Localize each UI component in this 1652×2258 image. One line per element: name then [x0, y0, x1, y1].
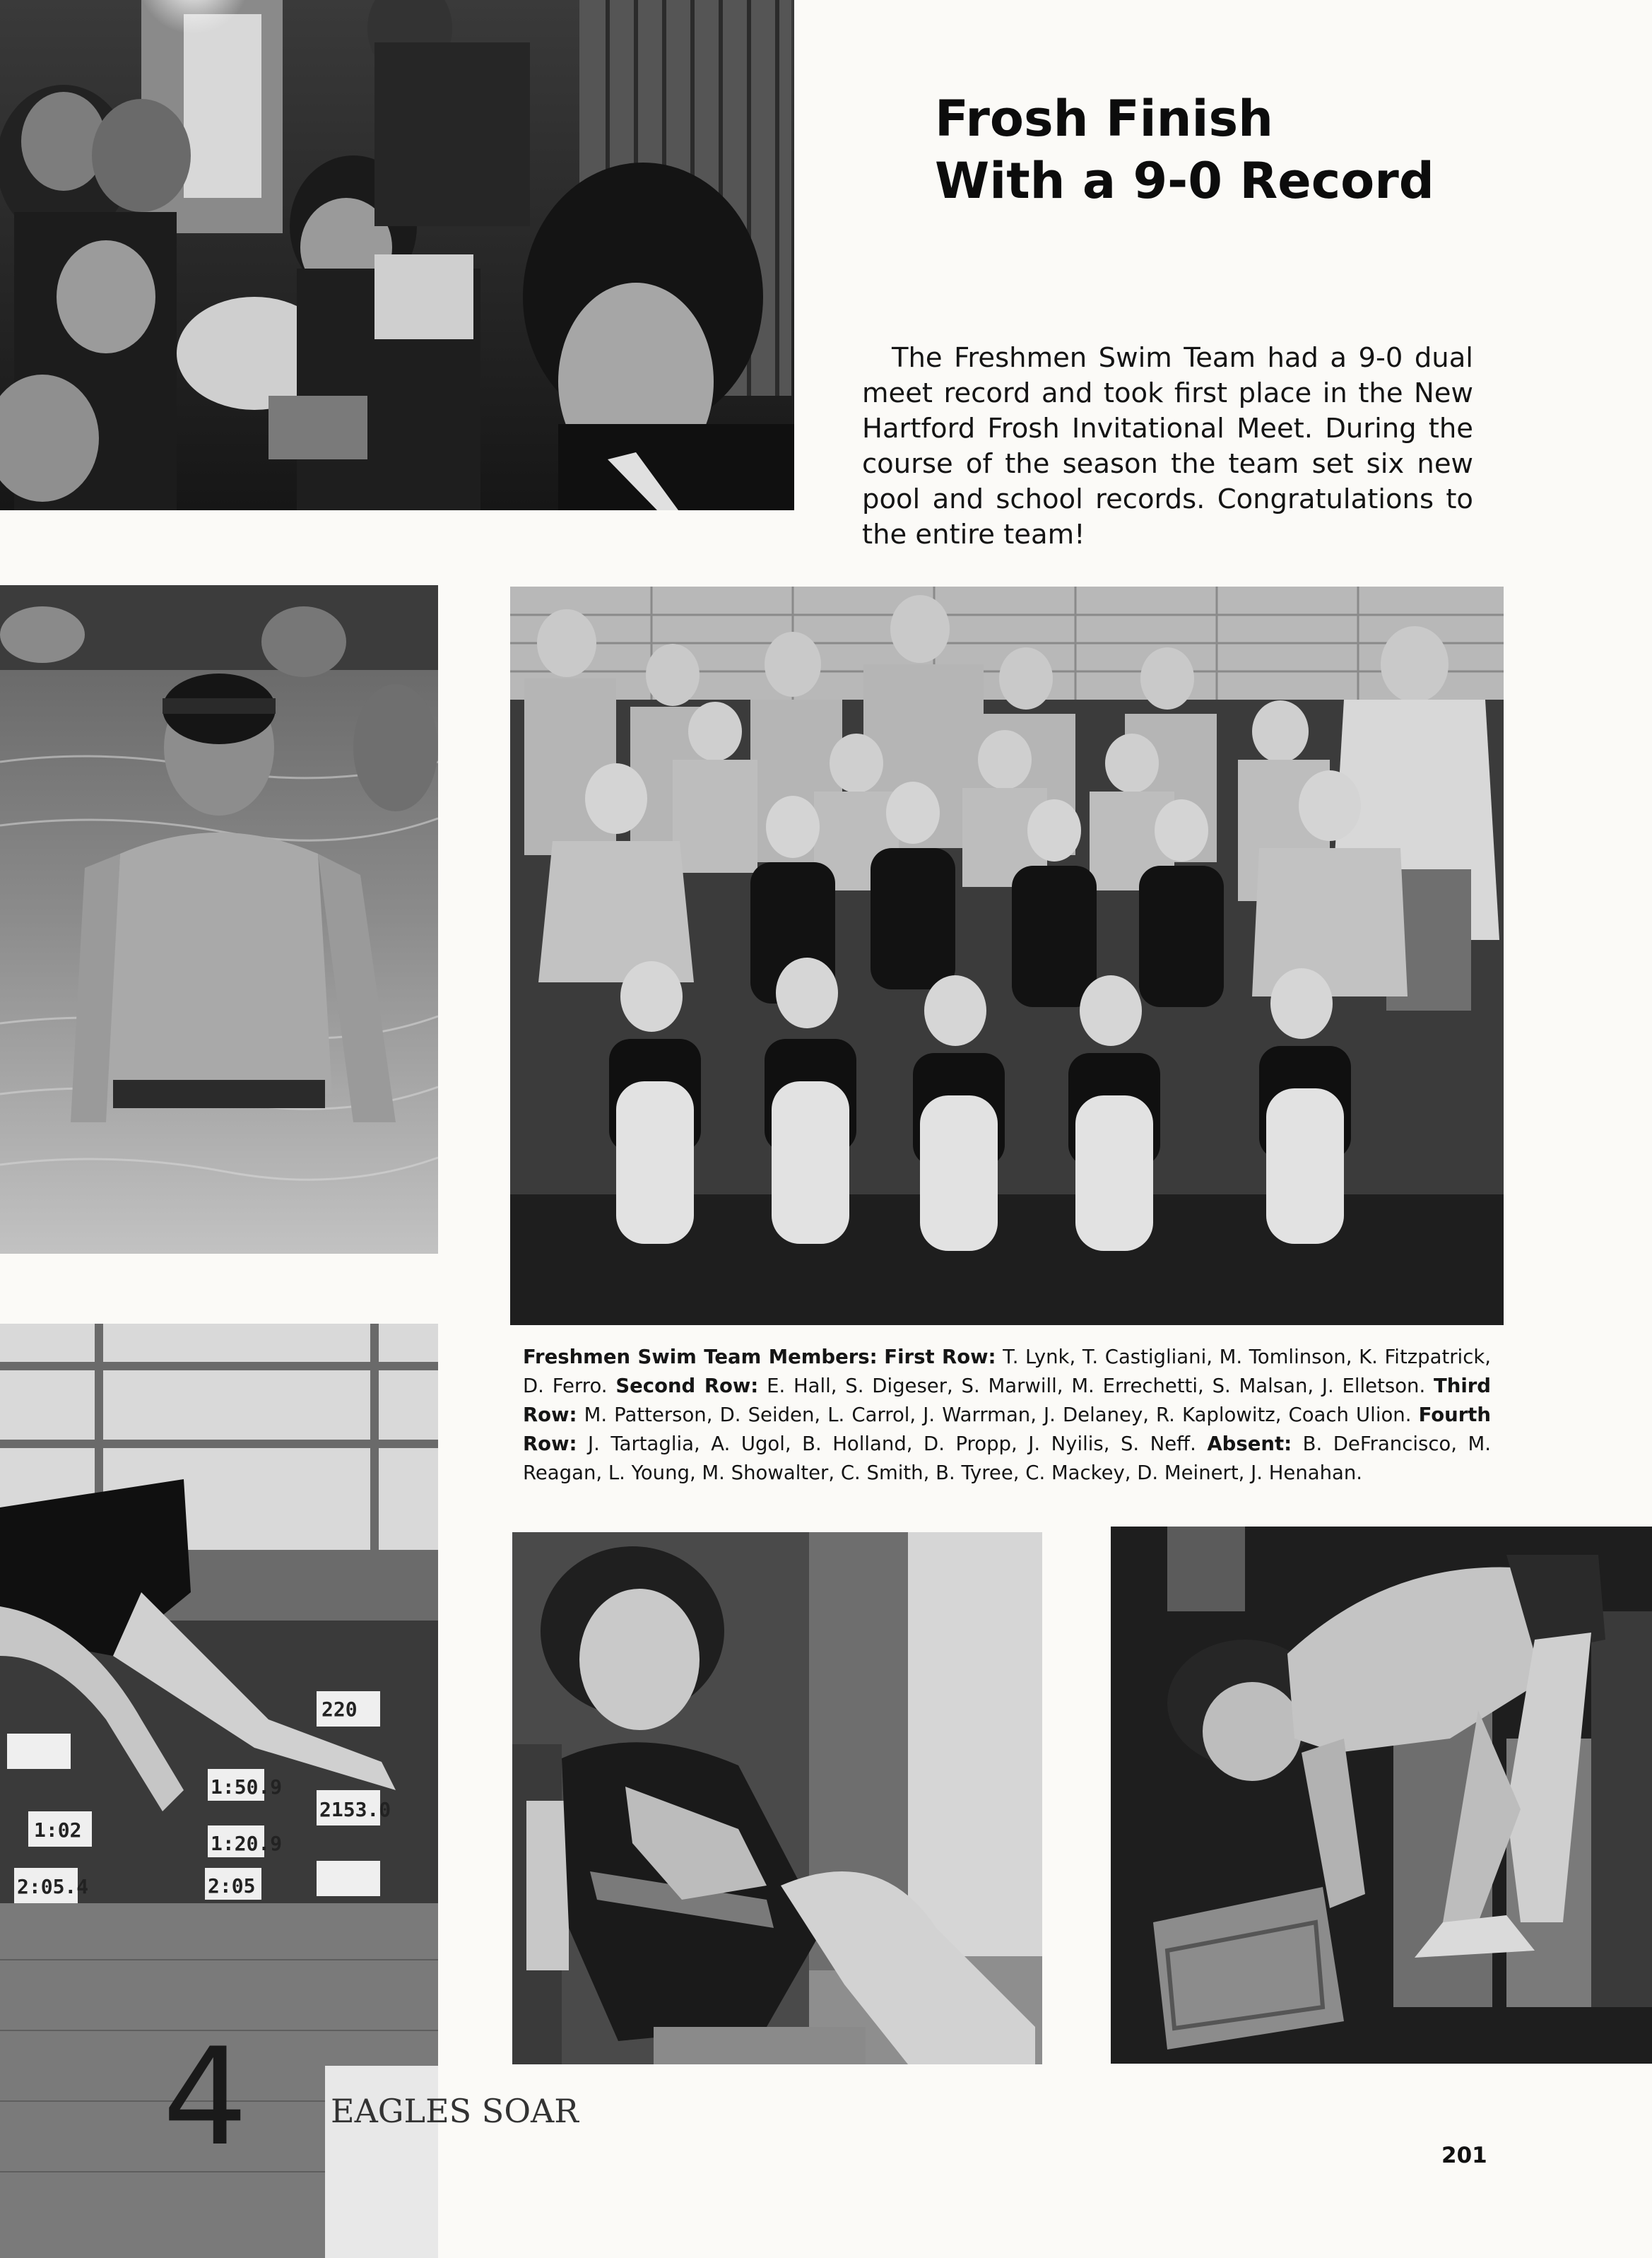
- caption-row-names: J. Tartaglia, A. Ugol, B. Holland, D. Propp, J. Nyilis, S. Neff.: [588, 1433, 1196, 1455]
- caption-row-names: T. Lynk, T. Castigliani, M. Tomlinson, K. Fitzpatrick, D. Ferro.: [523, 1346, 1491, 1397]
- caption-row-label: Fourth Row:: [523, 1404, 1491, 1455]
- scoreboard-number: 1:20.9: [211, 1832, 283, 1855]
- caption-row-label: Second Row:: [615, 1375, 759, 1397]
- scoreboard-number: 2:05.4: [17, 1875, 89, 1898]
- page-number: 201: [1441, 2143, 1487, 2168]
- headline-line-1: Frosh Finish: [935, 90, 1273, 148]
- scoreboard-number: 1:50.9: [211, 1775, 283, 1799]
- locker-room-photo: [0, 0, 794, 510]
- caption-row-label: Absent:: [1207, 1433, 1292, 1455]
- caption-row-names: M. Patterson, D. Seiden, L. Carrol, J. Warrman, J. Delaney, R. Kaplowitz, Coach Ulion.: [584, 1404, 1412, 1426]
- caption-row-names: E. Hall, S. Digeser, S. Marwill, M. Errechetti, S. Malsan, J. Elletson.: [767, 1375, 1426, 1397]
- lane-number: 4: [163, 2019, 248, 2175]
- scoreboard-number: 220: [321, 1698, 358, 1721]
- banner-text: EAGLES SOAR: [331, 2092, 579, 2130]
- caption-heading: Freshmen Swim Team Members:: [523, 1346, 878, 1368]
- caption-row-label: Third Row:: [523, 1375, 1491, 1426]
- headline: [935, 88, 1571, 212]
- headline-line-2: With a 9-0 Record: [935, 152, 1434, 210]
- team-group-photo: [510, 587, 1504, 1325]
- scoreboard-number: 2153.0: [319, 1798, 391, 1821]
- intro-paragraph: The Freshmen Swim Team had a 9-0 dual meet record and took first place in the New Hartford Frosh Invitational Meet. During the course of the season the team set six new pool and school records. Congratulations to the entire team!: [862, 342, 1473, 551]
- swimmer-on-block-photo: [1111, 1527, 1652, 2064]
- girl-seated-photo: [512, 1532, 1042, 2064]
- scoreboard-number: 2:05: [208, 1874, 256, 1898]
- team-caption: [523, 1343, 1491, 1488]
- scoreboard-number: 1:02: [34, 1818, 82, 1842]
- caption-row-label: First Row:: [884, 1346, 996, 1368]
- caption-row-names: B. DeFrancisco, M. Reagan, L. Young, M. Showalter, C. Smith, B. Tyree, C. Mackey, D. Meinert, J. Henahan.: [523, 1433, 1491, 1484]
- diver-photo: [0, 1324, 579, 2258]
- swimmer-in-pool-photo: [0, 585, 438, 1254]
